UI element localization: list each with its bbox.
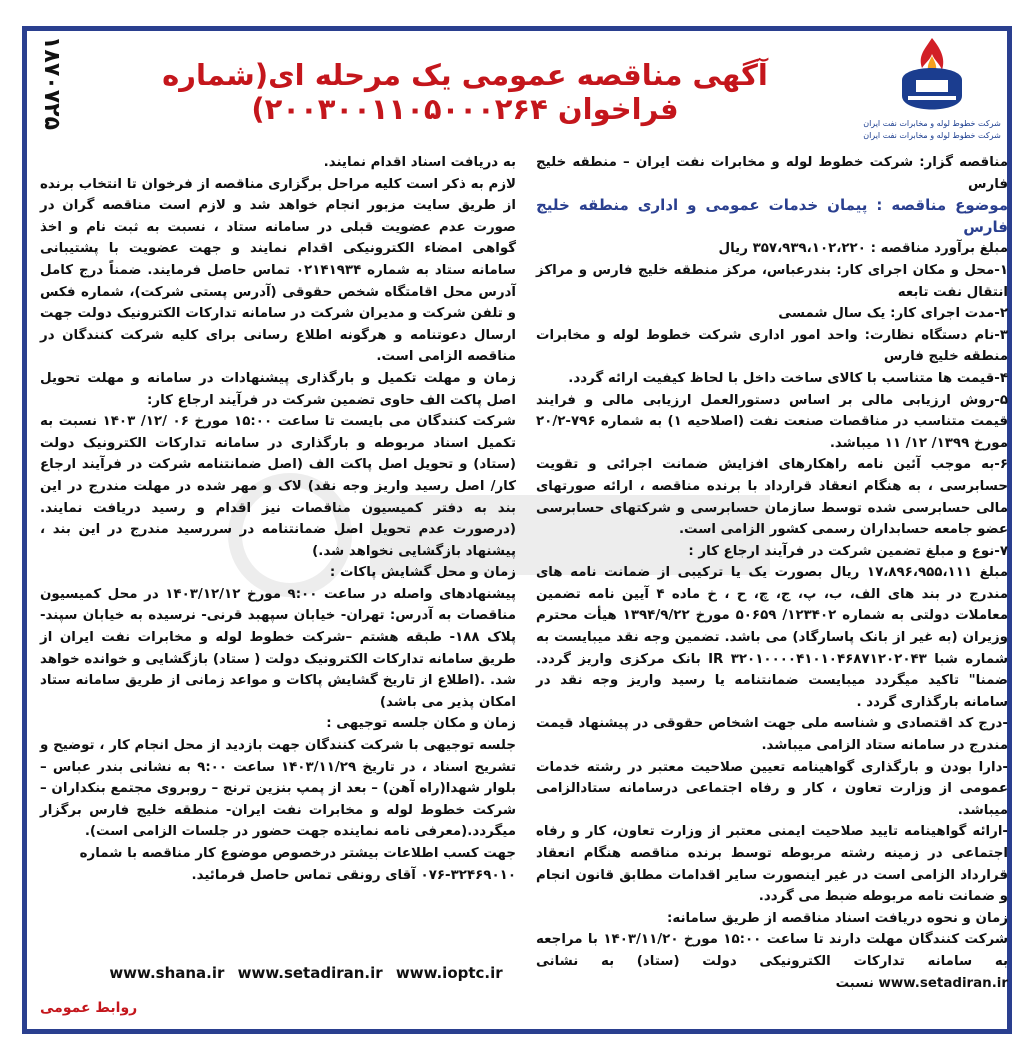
financial-evaluation: ۵-روش ارزیابی مالی بر اساس دستورالعمل ارزیابی مالی و فرایند قیمت متناسب در مناقصات صنعت نفت (اصلاحیه ۱) به شماره ۷۹۶-۲۰/۲ مورخ ۱۳۹۹/ ۱۲/ ۱۱ میباشد. — [536, 392, 1008, 451]
documents-deadline: شرکت کنندگان مهلت دارند تا ساعت ۱۵:۰۰ مورخ ۱۴۰۳/۱۱/۲۰ با مراجعه به سامانه تدارکات الکترونیکی دولت (ستاد) به نشانی www.setadiran.ir نسبت — [536, 932, 1008, 991]
tender-subject: موضوع مناقصه : پیمان خدمات عمومی و اداری منطقه خلیج فارس — [536, 196, 1008, 236]
registration-clause: لازم به ذکر است کلیه مراحل برگزاری مناقصه از فرخوان تا انتخاب برنده از طریق سایت مزبور انجام خواهد شد و لازم است مناقصه گران در صورت عدم عضویت قبلی در سامانه ستاد ، نسبت به ثبت نام و اخذ گواهی امضاء الکترونیکی اقدام نمایند و جهت عضویت با پشتیبانی سامانه ستاد به شماره ۰۲۱۴۱۹۳۴ تماس حاصل فرمایند. ضمناً درج کامل آدرس محل اقامتگاه شخص حقوقی (آدرس پستی شرکت)، شماره فکس و تلفن شرکت و مدیران شرکت در سامانه تدارکات الکترونیک دولت جهت ارسال دعوتنامه و هرگونه اطلاع رسانی برای کلیه شرکت کنندگان در مناقصه الزامی است. — [40, 176, 516, 365]
pricing-clause: ۴-قیمت ها متناسب با کالای ساخت داخل با لحاظ کیفیت ارائه گردد. — [568, 370, 1008, 386]
briefing-heading: زمان و مکان جلسه توجیهی : — [326, 716, 516, 732]
opening-details: پیشنهادهای واصله در ساعت ۹:۰۰ مورخ ۱۴۰۳/۱۲/۱۲ در محل کمیسیون مناقصات به آدرس: تهران- خیابان سپهبد قرنی- نرسیده به خیابان سپند- پلاک ۱۸۸- طبقه هشتم –شرکت خطوط لوله و مخابرات نفت ایران از طریق سامانه تدارکات الکترونیک دولت ( ستاد) بازگشایی و خوانده خواهد شد. .(اطلاع از تاریخ گشایش پاکات و مواعد زمانی از طریق سامانه ستاد امکان پذیر می باشد) — [40, 586, 516, 710]
page-title: آگهی مناقصه عمومی یک مرحله ای(شماره فراخوان ۲۰۰۳۰۰۱۱۰۵۰۰۰۲۶۴) — [162, 58, 768, 126]
audit-clause: ۶-به موجب آئین نامه راهکارهای افزایش ضمانت اجرائی و تقویت حسابرسی ، به هنگام انعقاد قرارداد با برنده مناقصه ، ارائه صورتهای مالی حسابرسی شده توسط سازمان حسابرسی و شرکتهای حسابرسی عضو جامعه حسابداران رسمی کشور الزامی است. — [536, 457, 1008, 538]
guarantee-heading: ۷-نوع و مبلغ تضمین شرکت در فرآیند ارجاع کار : — [688, 543, 1008, 559]
competency-clause: -دارا بودن و بارگذاری گواهینامه تعیین صلاحیت معتبر در رشته خدمات عمومی از وزارت تعاون ، کار و رفاه اجتماعی درسامانه ستادالزامی میباشد. — [536, 759, 1008, 818]
contact-intro: جهت کسب اطلاعات بیشتر درخصوص موضوع کار مناقصه با شماره — [79, 846, 516, 861]
left-column — [40, 152, 516, 886]
tender-organizer: مناقصه گزار: شرکت خطوط لوله و مخابرات نفت ایران – منطقه خلیج فارس — [536, 155, 1008, 192]
logo-text-2: شرکت خطوط لوله و مخابرات نفت ایران — [863, 131, 1001, 140]
briefing-details: جلسه توجیهی با شرکت کنندگان جهت بازدید از محل انجام کار ، توضیح و تشریح اسناد ، در تاریخ ۱۴۰۳/۱۱/۲۹ ساعت ۹:۰۰ به نشانی بندر عباس – بلوار شهدا(راه آهن) – بعد از پمپ بنزین ترنج – روبروی مجتمع بنکداران –شرکت خطوط لوله و مخابرات نفت ایران- منطقه خلیج فارس برگزار میگردد.(معرفی نامه نماینده جهت حضور در جلسات الزامی است). — [40, 738, 517, 840]
website-links[interactable]: www.shana.ir www.setadiran.ir www.ioptc.ir — [109, 964, 503, 982]
right-column — [536, 152, 1008, 994]
supervisor: ۳-نام دستگاه نظارت: واحد امور اداری شرکت خطوط لوله و مخابرات منطقه خلیج فارس — [536, 327, 1008, 365]
economic-code-clause: -درج کد اقتصادی و شناسه ملی جهت اشخاص حقوقی در پیشنهاد قیمت مندرج در سامانه ستاد الزامی میباشد. — [536, 716, 1008, 754]
documents-heading: زمان و نحوه دریافت اسناد مناقصه از طریق سامانه: — [667, 910, 1008, 926]
work-duration: ۲-مدت اجرای کار: یک سال شمسی — [778, 306, 1008, 322]
work-location: ۱-محل و مکان اجرای کار: بندرعباس، مرکز منطقه خلیج فارس و مراکز انتقال نفت تابعه — [536, 262, 1008, 300]
safety-clause: -ارائه گواهینامه تایید صلاحیت ایمنی معتبر از وزارت تعاون، کار و رفاه اجتماعی در زمینه رشته مربوطه توسط برنده مناقصه هنگام انعقاد قرارداد الزامی است در غیر اینصورت سایر اقدامات مطابق قانون انجام و ضمانت نامه مربوطه ضبط می گردد. — [536, 824, 1008, 905]
logo-text-1: شرکت خطوط لوله و مخابرات نفت ایران — [863, 119, 1001, 128]
opening-heading: زمان و محل گشایش پاکات : — [329, 565, 516, 581]
contact-phone: ۰۷۶-۳۲۴۶۹۰۱۰ آقای رونقی تماس حاصل فرمائید. — [191, 867, 516, 883]
documents-continued: به دریافت اسناد اقدام نمایند. — [323, 155, 516, 170]
estimated-amount: مبلغ برآورد مناقصه : ۳۵۷،۹۳۹،۱۰۲،۲۲۰ ریال — [718, 241, 1008, 257]
notice-number: ۱۸۷۰۷۲۵ — [39, 36, 64, 130]
submission-deadline: شرکت کنندگان می بایست تا ساعت ۱۵:۰۰ مورخ ۰۶ /۱۲/ ۱۴۰۳ نسبت به تکمیل اسناد مربوطه و بارگذاری در سامانه تدارکات الکترونیک دولت (ستاد) و تحویل اصل پاکت الف (اصل ضمانتنامه شرکت در فرآیند ارجاع کار/ اصل رسید واریز وجه نقد) لاک و مهر شده در مهلت مندرج در این بند به دفتر کمیسیون مناقصات نیز اقدام و رسید دریافت نمایند. (درصورت عدم تحویل اصل ضمانتنامه در سررسید مندرج در این بند ، پیشنهاد بازگشایی نخواهد شد.) — [40, 414, 516, 559]
public-relations-label: روابط عمومی — [40, 1000, 138, 1016]
submission-heading: زمان و مهلت تکمیل و بارگذاری پیشنهادات در سامانه و مهلت تحویل اصل پاکت الف حاوی تضمین شرکت در فرآیند ارجاع کار: — [40, 370, 516, 408]
company-logo — [862, 34, 1002, 146]
guarantee-amount: مبلغ ۱۷،۸۹۶،۹۵۵،۱۱۱ ریال بصورت یک یا ترکیبی از ضمانت نامه های مندرج در بند های الف، ب، پ، ج، چ، ح ، خ ماده ۴ آیین نامه تضمین معاملات دولتی به شماره ۱۲۳۴۰۲/ ۵۰۶۵۹ مورخ ۱۳۹۴/۹/۲۲ هیأت محترم وزیران (به غیر از بانک پاسارگاد) می باشد. تضمین وجه نقد میبایست به شماره شبا IR ۳۲۰۱۰۰۰۰۴۱۰۱۰۴۶۸۷۱۲۰۲۰۴۳ بانک مرکزی واریز گردد. ضمنا" تاکید میگردد میبایست ضمانتنامه یا رسید واریز وجه نقد در سامانه بارگذاری گردد . — [536, 565, 1008, 710]
